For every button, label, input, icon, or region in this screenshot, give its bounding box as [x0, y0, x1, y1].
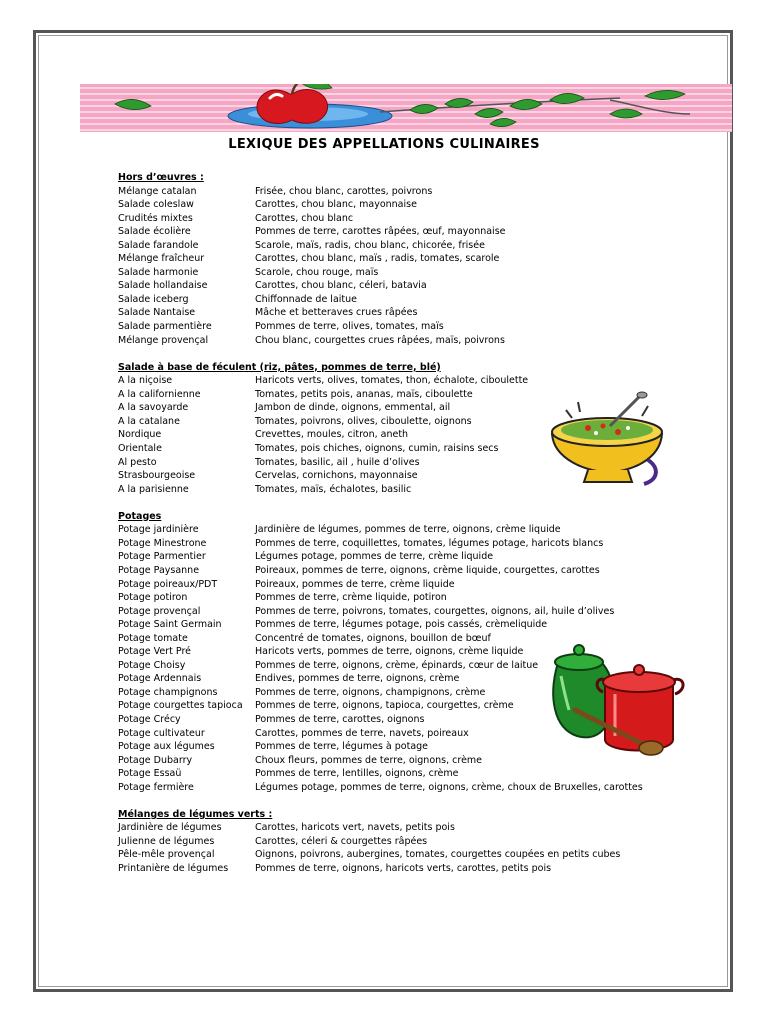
lexicon-entry — [118, 225, 718, 239]
entry-term: A la parisienne — [118, 483, 189, 495]
entry-description: Chiffonnade de laitue — [255, 293, 357, 305]
cooking-pots-icon — [547, 636, 689, 760]
entry-term: Julienne de légumes — [118, 835, 215, 847]
entry-description: Pommes de terre, oignons, tapioca, courgettes, crème — [255, 700, 514, 712]
section-heading: Hors d’œuvres : — [118, 172, 204, 183]
section-heading: Mélanges de légumes verts : — [118, 808, 273, 820]
lexicon-entry — [118, 185, 718, 199]
lexicon-entry — [118, 591, 718, 605]
entry-term: Salade harmonie — [118, 266, 199, 278]
entry-term: Potage Parmentier — [118, 551, 206, 563]
entry-term: Potage poireaux/PDT — [118, 578, 218, 590]
entry-description: Pommes de terre, crème liquide, potiron — [255, 592, 447, 604]
entry-description: Mâche et betteraves crues râpées — [255, 307, 418, 319]
section-heading: Potages — [118, 510, 162, 522]
entry-term: Potage Ardennais — [118, 673, 202, 685]
entry-description: Tomates, poivrons, olives, ciboulette, oignons — [255, 415, 472, 427]
entry-description: Pommes de terre, poivrons, tomates, courgettes, oignons, ail, huile d’olives — [255, 605, 615, 617]
lexicon-entry — [118, 198, 718, 212]
lexicon-entry — [118, 293, 718, 307]
entry-description: Scarole, chou rouge, maïs — [255, 266, 379, 278]
entry-description: Tomates, pois chiches, oignons, cumin, raisins secs — [255, 442, 499, 454]
entry-term: A la catalane — [118, 415, 180, 427]
lexicon-entry — [118, 374, 718, 388]
entry-term: Potage Paysanne — [118, 564, 200, 576]
entry-description: Carottes, haricots vert, navets, petits pois — [255, 822, 455, 834]
entry-term: Potage courgettes tapioca — [118, 700, 243, 712]
document-title: LEXIQUE DES APPELLATIONS CULINAIRES — [228, 137, 540, 152]
entry-description: Pommes de terre, lentilles, oignons, crème — [255, 768, 459, 780]
entry-description: Chou blanc, courgettes crues râpées, maïs, poivrons — [255, 334, 505, 346]
lexicon-entry — [118, 239, 718, 253]
lexicon-entry — [118, 781, 718, 795]
entry-description: Carottes, chou blanc, mayonnaise — [255, 199, 417, 211]
entry-term: A la savoyarde — [118, 402, 189, 414]
entry-term: Salade parmentière — [118, 321, 212, 333]
entry-description: Concentré de tomates, oignons, bouillon de bœuf — [255, 632, 491, 644]
entry-description: Carottes, chou blanc, maïs , radis, tomates, scarole — [255, 253, 500, 265]
entry-term: Strasbourgeoise — [118, 470, 196, 482]
lexicon-content — [118, 171, 718, 876]
entry-description: Haricots verts, pommes de terre, oignons, crème liquide — [255, 646, 524, 658]
lexicon-entry — [118, 564, 718, 578]
entry-term: Salade écolière — [118, 226, 191, 238]
entry-term: Orientale — [118, 442, 162, 454]
entry-description: Poireaux, pommes de terre, crème liquide — [255, 578, 455, 590]
entry-term: Crudités mixtes — [118, 212, 193, 224]
entry-description: Pommes de terre, oignons, crème, épinards, cœur de laitue — [255, 659, 539, 671]
entry-term: Potage Dubarry — [118, 754, 193, 766]
lexicon-entry — [118, 523, 718, 537]
entry-term: Salade farandole — [118, 239, 199, 251]
entry-term: Potage Minestrone — [118, 537, 207, 549]
entry-term: Pêle-mêle provençal — [118, 849, 215, 861]
entry-description: Tomates, basilic, ail , huile d’olives — [255, 456, 420, 468]
lexicon-entry — [118, 605, 718, 619]
entry-description: Pommes de terre, oignons, haricots verts, carottes, petits pois — [255, 863, 552, 875]
entry-term: Potage Crécy — [118, 713, 181, 725]
lexicon-entry — [118, 578, 718, 592]
entry-description: Carottes, chou blanc, céleri, batavia — [255, 280, 427, 292]
section-heading: Salade à base de féculent (riz, pâtes, pommes de terre, blé) — [118, 361, 441, 373]
entry-term: Potage Choisy — [118, 659, 186, 671]
entry-description: Haricots verts, olives, tomates, thon, échalote, ciboulette — [255, 375, 529, 387]
entry-term: Mélange catalan — [118, 185, 197, 197]
entry-term: A la niçoise — [118, 375, 173, 387]
entry-description: Cervelas, cornichons, mayonnaise — [255, 470, 418, 482]
entry-term: Potage Vert Pré — [118, 646, 192, 658]
entry-description: Pommes de terre, légumes à potage — [255, 741, 429, 753]
entry-term: Mélange provençal — [118, 334, 209, 346]
entry-term: Salade hollandaise — [118, 280, 208, 292]
entry-description: Jardinière de légumes, pommes de terre, oignons, crème liquide — [255, 524, 561, 536]
lexicon-entry — [118, 821, 718, 835]
entry-description: Oignons, poivrons, aubergines, tomates, courgettes coupées en petits cubes — [255, 849, 621, 861]
banner-illustration — [80, 84, 732, 132]
entry-description: Légumes potage, pommes de terre, oignons, crème, choux de Bruxelles, carottes — [255, 781, 643, 793]
entry-description: Carottes, céleri & courgettes râpées — [255, 835, 428, 847]
entry-term: Potage jardinière — [118, 524, 199, 536]
lexicon-entry — [118, 334, 718, 348]
entry-term: Jardinière de légumes — [118, 822, 222, 834]
lexicon-entry — [118, 550, 718, 564]
lexicon-entry — [118, 835, 718, 849]
lexicon-entry — [118, 767, 718, 781]
entry-description: Pommes de terre, olives, tomates, maïs — [255, 321, 444, 333]
lexicon-entry — [118, 320, 718, 334]
entry-description: Carottes, chou blanc — [255, 212, 354, 224]
section-0 — [118, 171, 718, 347]
entry-description: Pommes de terre, carottes râpées, œuf, mayonnaise — [255, 226, 506, 238]
entry-term: Nordique — [118, 429, 162, 441]
entry-term: Potage Saint Germain — [118, 619, 222, 631]
entry-description: Frisée, chou blanc, carottes, poivrons — [255, 185, 433, 197]
entry-term: Potage aux légumes — [118, 741, 215, 753]
lexicon-entry — [118, 252, 718, 266]
entry-term: Mélange fraîcheur — [118, 253, 205, 265]
entry-term: Potage provençal — [118, 605, 201, 617]
entry-term: Salade coleslaw — [118, 199, 194, 211]
lexicon-entry — [118, 848, 718, 862]
entry-term: A la californienne — [118, 388, 201, 400]
salad-bowl-icon — [548, 390, 666, 486]
lexicon-entry — [118, 537, 718, 551]
entry-description: Pommes de terre, carottes, oignons — [255, 713, 425, 725]
entry-description: Carottes, pommes de terre, navets, poireaux — [255, 727, 469, 739]
entry-description: Endives, pommes de terre, oignons, crème — [255, 673, 460, 685]
entry-term: Potage Essaü — [118, 768, 182, 780]
entry-description: Tomates, petits pois, ananas, maïs, ciboulette — [255, 388, 473, 400]
entry-description: Pommes de terre, légumes potage, pois cassés, crèmeliquide — [255, 619, 548, 631]
lexicon-entry — [118, 862, 718, 876]
lexicon-entry — [118, 618, 718, 632]
entry-term: Salade Nantaise — [118, 307, 196, 319]
entry-term: Al pesto — [118, 456, 157, 468]
entry-description: Poireaux, pommes de terre, oignons, crème liquide, courgettes, carottes — [255, 564, 600, 576]
entry-term: Potage potiron — [118, 592, 188, 604]
lexicon-entry — [118, 212, 718, 226]
entry-term: Printanière de légumes — [118, 863, 229, 875]
entry-description: Tomates, maïs, échalotes, basilic — [255, 483, 412, 495]
entry-description: Pommes de terre, coquillettes, tomates, légumes potage, haricots blancs — [255, 537, 604, 549]
lexicon-entry — [118, 279, 718, 293]
entry-description: Crevettes, moules, citron, aneth — [255, 429, 409, 441]
entry-term: Potage champignons — [118, 686, 218, 698]
entry-description: Scarole, maïs, radis, chou blanc, chicorée, frisée — [255, 239, 485, 251]
entry-term: Potage tomate — [118, 632, 188, 644]
entry-description: Jambon de dinde, oignons, emmental, ail — [255, 402, 451, 414]
entry-description: Légumes potage, pommes de terre, crème liquide — [255, 551, 494, 563]
entry-term: Potage fermière — [118, 781, 194, 793]
entry-term: Salade iceberg — [118, 293, 189, 305]
lexicon-entry — [118, 306, 718, 320]
section-3 — [118, 808, 718, 876]
lexicon-entry — [118, 266, 718, 280]
entry-description: Pommes de terre, oignons, champignons, crème — [255, 686, 486, 698]
entry-term: Potage cultivateur — [118, 727, 205, 739]
entry-description: Choux fleurs, pommes de terre, oignons, crème — [255, 754, 483, 766]
